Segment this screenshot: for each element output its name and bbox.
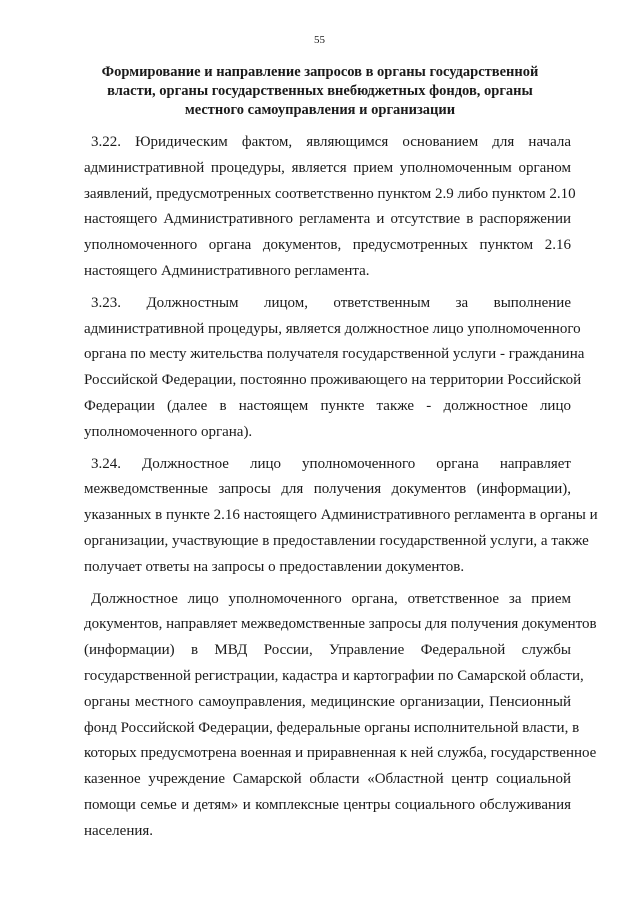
text-line: административной процедуры, является прием уполномоченным органом xyxy=(84,159,571,176)
text-line: Федерации (далее в настоящем пункте также - должностное лицо xyxy=(84,397,571,414)
document-body xyxy=(82,130,598,845)
text-line: получает ответы на запросы о предоставлении документов. xyxy=(84,558,465,575)
text-line: заявлений, предусмотренных соответственно пунктом 2.9 либо пунктом 2.10 xyxy=(84,185,576,202)
heading-line: Формирование и направление запросов в органы государственной xyxy=(101,64,539,80)
text-line: уполномоченного органа документов, предусмотренных пунктом 2.16 xyxy=(84,237,571,254)
text-line: населения. xyxy=(84,822,154,839)
text-line: фонд Российской Федерации, федеральные органы исполнительной власти, в xyxy=(84,719,580,736)
text-line: настоящего Административного регламента. xyxy=(84,262,370,279)
text-line: помощи семье и детям» и комплексные центры социального обслуживания xyxy=(84,796,571,813)
text-line: 3.24. Должностное лицо уполномоченного органа направляет xyxy=(91,455,571,472)
paragraph-3-22 xyxy=(82,130,576,285)
paragraph-3-23 xyxy=(82,291,585,446)
text-line: (информации) в МВД России, Управление Федеральной службы xyxy=(84,642,571,659)
text-line: казенное учреждение Самарской области «Областной центр социальной xyxy=(84,771,571,788)
text-line: межведомственные запросы для получения документов (информации), xyxy=(84,481,571,498)
text-line: административной процедуры, является должностное лицо уполномоченного xyxy=(84,320,581,337)
text-line: которых предусмотрена военная и приравненная к ней служба, государственное xyxy=(84,745,597,762)
text-line: уполномоченного органа). xyxy=(84,423,253,440)
text-line: документов, направляет межведомственные запросы для получения документов xyxy=(84,616,597,633)
text-line: указанных в пункте 2.16 настоящего Административного регламента в органы и xyxy=(84,507,598,524)
text-line: государственной регистрации, кадастра и картографии по Самарской области, xyxy=(84,667,584,684)
page-number: 55 xyxy=(314,34,325,46)
text-line: организации, участвующие в предоставлении государственной услуги, а также xyxy=(84,532,589,549)
text-line: 3.22. Юридическим фактом, являющимся основанием для начала xyxy=(91,134,571,150)
text-line: органа по месту жительства получателя государственной услуги - гражданина xyxy=(84,346,585,363)
section-heading xyxy=(78,63,562,120)
paragraph-continuation xyxy=(82,587,597,845)
text-line: органы местного самоуправления, медицинские организации, Пенсионный xyxy=(84,693,571,710)
text-line: Должностное лицо уполномоченного органа, ответственное за прием xyxy=(91,590,571,607)
text-line: Российской Федерации, постоянно проживающего на территории Российской xyxy=(84,372,582,389)
heading-line: власти, органы государственных внебюджетных фондов, органы xyxy=(107,83,533,99)
paragraph-3-24 xyxy=(82,452,598,581)
text-line: настоящего Административного регламента и отсутствие в распоряжении xyxy=(84,211,571,228)
text-line: 3.23. Должностным лицом, ответственным за выполнение xyxy=(91,294,571,311)
heading-line: местного самоуправления и организации xyxy=(184,102,456,118)
